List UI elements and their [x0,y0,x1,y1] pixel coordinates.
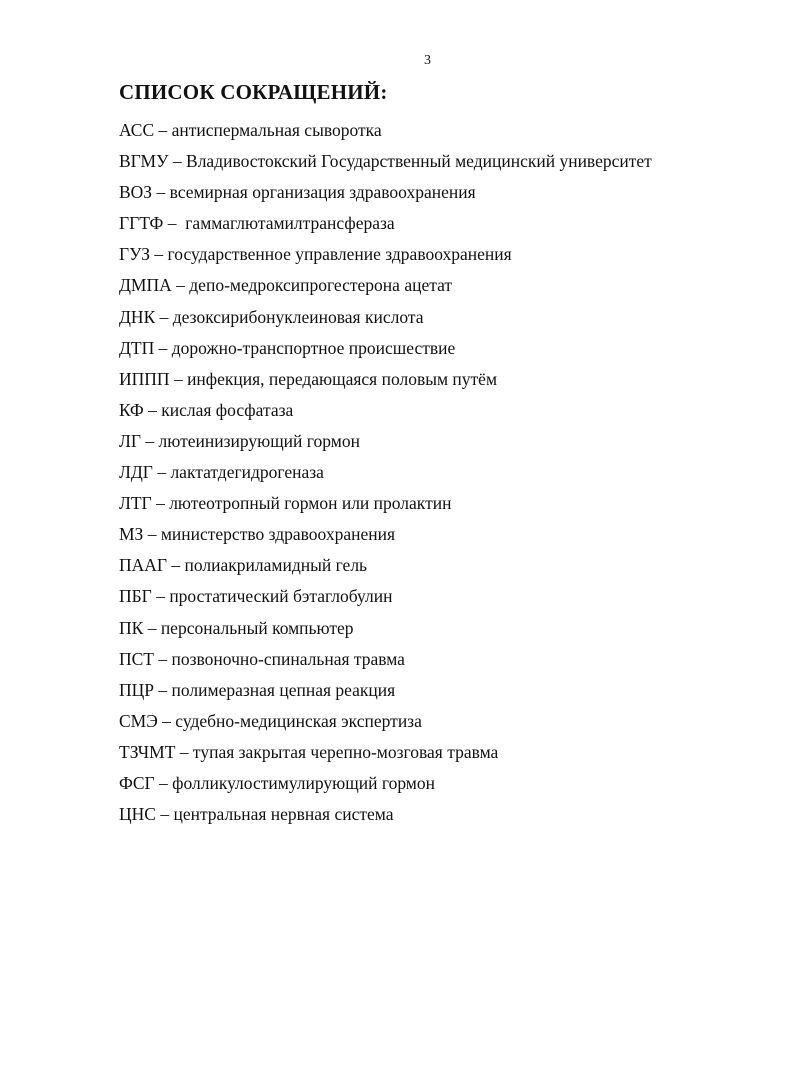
list-item [119,337,769,368]
abbreviation-definition: полиакриламидный гель [184,555,368,576]
list-item [119,368,769,399]
dash-separator: – [163,213,186,234]
dash-separator: – [154,772,173,793]
abbreviation-term: ПСТ [119,648,154,669]
abbreviation-definition: простатический бэтаглобулин [169,586,393,607]
abbreviation-definition: министерство здравоохранения [160,524,396,545]
abbreviation-term: ЛДГ [119,462,153,483]
list-item [119,741,769,772]
abbreviation-definition: депо-медроксипрогестерона ацетат [189,275,453,296]
dash-separator: – [171,275,190,296]
abbreviation-term: ЛГ [119,430,141,451]
abbreviation-definition: тупая закрытая черепно-мозговая травма [192,741,499,762]
abbreviation-definition: судебно-медицинская экспертиза [175,710,422,731]
dash-separator: – [175,741,193,762]
abbreviation-definition: центральная нервная система [173,804,394,825]
abbreviation-definition: лютеинизирующий гормон [158,430,360,451]
dash-separator: – [143,399,162,420]
page-number: 3 [424,53,431,68]
abbreviation-term: ПЦР [119,679,155,700]
abbreviation-term: ЛТГ [119,493,152,514]
list-item [119,617,769,648]
page-title: СПИСОК СОКРАЩЕНИЙ: [119,80,388,104]
dash-separator: – [152,462,171,483]
abbreviation-definition: фолликулостимулирующий гормон [172,772,435,793]
list-item [119,243,769,274]
abbreviation-definition: дорожно-транспортное происшествие [171,337,456,358]
list-item [119,648,769,679]
list-item [119,523,769,554]
abbreviation-term: АСС [119,120,155,140]
abbreviation-term: ТЗЧМТ [119,741,176,762]
list-item [119,492,769,523]
abbreviation-term: ДНК [119,306,156,327]
abbreviation-term: ПК [119,617,144,638]
dash-separator: – [154,679,172,700]
dash-separator: – [151,586,170,607]
abbreviation-term: ИППП [119,368,170,389]
list-item [119,803,769,834]
dash-separator: – [169,368,188,389]
dash-separator: – [143,617,161,638]
abbreviation-definition: всемирная организация здравоохранения [169,182,476,203]
abbreviation-definition: дезоксирибонуклеиновая кислота [172,306,424,327]
list-item [119,274,769,305]
dash-separator: – [157,710,176,731]
abbreviation-term: ВГМУ [119,151,169,172]
list-item [119,679,769,710]
abbreviation-term: КФ [119,399,144,420]
abbreviation-term: ГУЗ [119,244,151,265]
dash-separator: – [155,306,173,327]
abbreviation-definition: позвоночно-спинальная травма [171,648,405,669]
abbreviation-list [119,119,769,834]
dash-separator: – [150,244,168,265]
list-item [119,306,769,337]
list-item [119,150,769,181]
abbreviation-term: ВОЗ [119,182,153,203]
abbreviation-term: ДТП [119,337,155,358]
list-item [119,710,769,741]
dash-separator: – [143,524,161,545]
dash-separator: – [155,804,174,825]
abbreviation-definition: кислая фосфатаза [161,399,294,420]
abbreviation-term: ПААГ [119,555,168,576]
abbreviation-definition: Владивостокский Государственный медицинский университет [186,151,652,172]
list-item [119,212,769,243]
abbreviation-term: ГГТФ [119,213,164,234]
dash-separator: – [154,337,172,358]
abbreviation-term: ПБГ [119,586,152,607]
abbreviation-definition: антиспермальная сыворотка [171,120,382,140]
abbreviation-term: СМЭ [119,710,158,731]
list-item [119,461,769,492]
dash-separator: – [168,151,187,172]
dash-separator: – [167,555,185,576]
dash-separator: – [154,120,172,140]
dash-separator: – [141,430,159,451]
list-item [119,430,769,461]
abbreviation-term: ЦНС [119,804,156,825]
abbreviation-definition: лютеотропный гормон или пролактин [169,493,452,514]
dash-separator: – [151,493,170,514]
abbreviation-definition: полимеразная цепная реакция [171,679,396,700]
list-item [119,399,769,430]
list-item [119,119,769,150]
abbreviation-definition: лактатдегидрогеназа [170,462,324,483]
abbreviation-definition: государственное управление здравоохранения [167,244,512,265]
list-item [119,554,769,585]
abbreviation-term: ФСГ [119,772,155,793]
list-item [119,772,769,803]
abbreviation-term: ДМПА [119,275,172,296]
dash-separator: – [152,182,170,203]
abbreviation-definition: персональный компьютер [160,617,354,638]
list-item [119,181,769,212]
abbreviation-term: МЗ [119,524,144,545]
dash-separator: – [154,648,172,669]
abbreviation-definition: гаммаглютамилтрансфераза [185,213,395,234]
list-item [119,585,769,616]
abbreviation-definition: инфекция, передающаяся половым путём [187,368,498,389]
